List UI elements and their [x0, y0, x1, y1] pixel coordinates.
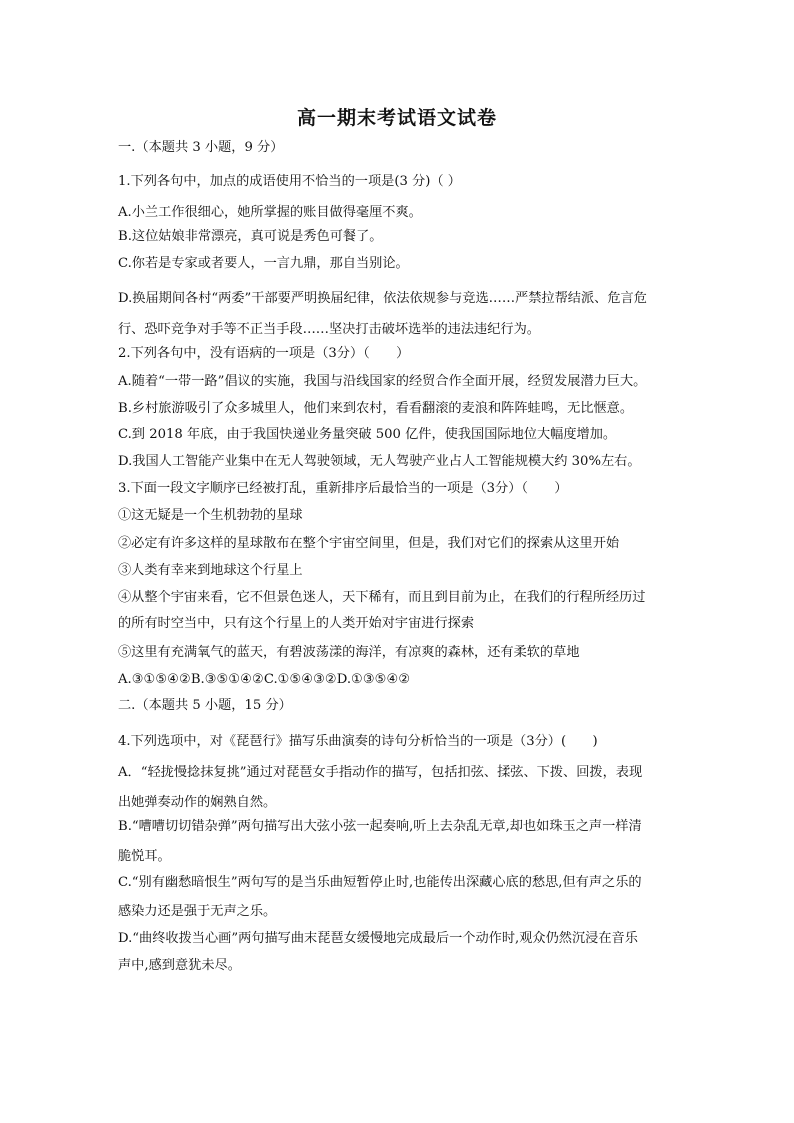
q4-option-a-line2: 出她弹奏动作的娴熟自然。 [118, 795, 277, 810]
q3-options: A.③①⑤④②B.③⑤①④②C.①⑤④③②D.①③⑤④② [118, 672, 411, 687]
q4-option-a-line1: A．“轻拢慢捻抹复挑”通过对琵琶女手指动作的描写，包括扣弦、揉弦、下拨、回拨，表现 [118, 765, 643, 780]
q3-sentence-3: ③人类有幸来到地球这个行星上 [118, 563, 303, 578]
question-1: 1.下列各句中，加点的成语使用不恰当的一项是(3 分)（ ） [118, 174, 461, 189]
q1-option-d-line1: D.换届期间各村“两委”干部要严明换届纪律，依法依规参与竞选……严禁拉帮结派、危言危 [118, 291, 647, 306]
question-3: 3.下面一段文字顺序已经被打乱，重新排序后最恰当的一项是（3分）（ ） [118, 481, 568, 496]
q1-option-d-line2: 行、恐吓竞争对手等不正当手段……坚决打击破坏选举的违法违纪行为。 [118, 322, 540, 337]
q3-sentence-5: ⑤这里有充满氧气的蓝天，有碧波荡漾的海洋，有凉爽的森林，还有柔软的草地 [118, 645, 580, 660]
exam-title: 高一期末考试语文试卷 [296, 107, 497, 129]
q2-option-a: A.随着“一带一路”倡议的实施，我国与沿线国家的经贸合作全面开展，经贸发展潜力巨大。 [118, 374, 647, 389]
q4-option-c-line2: 感染力还是强于无声之乐。 [118, 904, 277, 919]
q2-option-b: B.乡村旅游吸引了众多城里人，他们来到农村，看看翻滚的麦浪和阵阵蛙鸣，无比惬意。 [118, 401, 634, 416]
q2-option-c: C.到 2018 年底，由于我国快递业务量突破 500 亿件，使我国国际地位大幅度增加。 [118, 427, 617, 442]
q1-option-b: B.这位姑娘非常漂亮，真可说是秀色可餐了。 [118, 229, 383, 244]
q4-option-b-line2: 脆悦耳。 [118, 849, 171, 864]
q1-option-c: C.你若是专家或者要人，一言九鼎，那自当别论。 [118, 256, 409, 271]
section-2-heading: 二.（本题共 5 小题，15 分） [118, 698, 292, 713]
q4-option-d-line1: D.“曲终收拨当心画”两句描写曲末琵琶女缓慢地完成最后一个动作时,观众仍然沉浸在音乐 [118, 931, 638, 946]
question-4: 4.下列选项中，对《琵琶行》描写乐曲演奏的诗句分析恰当的一项是（3分）( ) [118, 734, 598, 749]
q4-option-c-line1: C.“别有幽愁暗恨生”两句写的是当乐曲短暂停止时,也能传出深藏心底的愁思,但有声之乐的 [118, 875, 642, 890]
q3-sentence-4-line1: ④从整个宇宙来看，它不但景色迷人，天下稀有，而且到目前为止，在我们的行程所经历过 [118, 590, 646, 605]
q3-sentence-1: ①这无疑是一个生机勃勃的星球 [118, 508, 303, 523]
question-2: 2.下列各句中，没有语病的一项是（3分）（ ） [118, 346, 410, 361]
q4-option-d-line2: 声中,感到意犹未尽。 [118, 958, 241, 973]
q3-sentence-4-line2: 的所有时空当中，只有这个行星上的人类开始对宇宙进行探索 [118, 616, 475, 631]
q2-option-d: D.我国人工智能产业集中在无人驾驶领域，无人驾驶产业占人工智能规模大约 30%左右。 [118, 454, 641, 469]
section-1-heading: 一.（本题共 3 小题，9 分） [118, 140, 284, 155]
q3-sentence-2: ②必定有许多这样的星球散布在整个宇宙空间里，但是，我们对它们的探索从这里开始 [118, 536, 620, 551]
q1-option-a: A.小兰工作很细心，她所掌握的账目做得毫厘不爽。 [118, 205, 422, 220]
q4-option-b-line1: B.“嘈嘈切切错杂弹”两句描写出大弦小弦一起奏响,听上去杂乱无章,却也如珠玉之声一样清 [118, 819, 642, 834]
